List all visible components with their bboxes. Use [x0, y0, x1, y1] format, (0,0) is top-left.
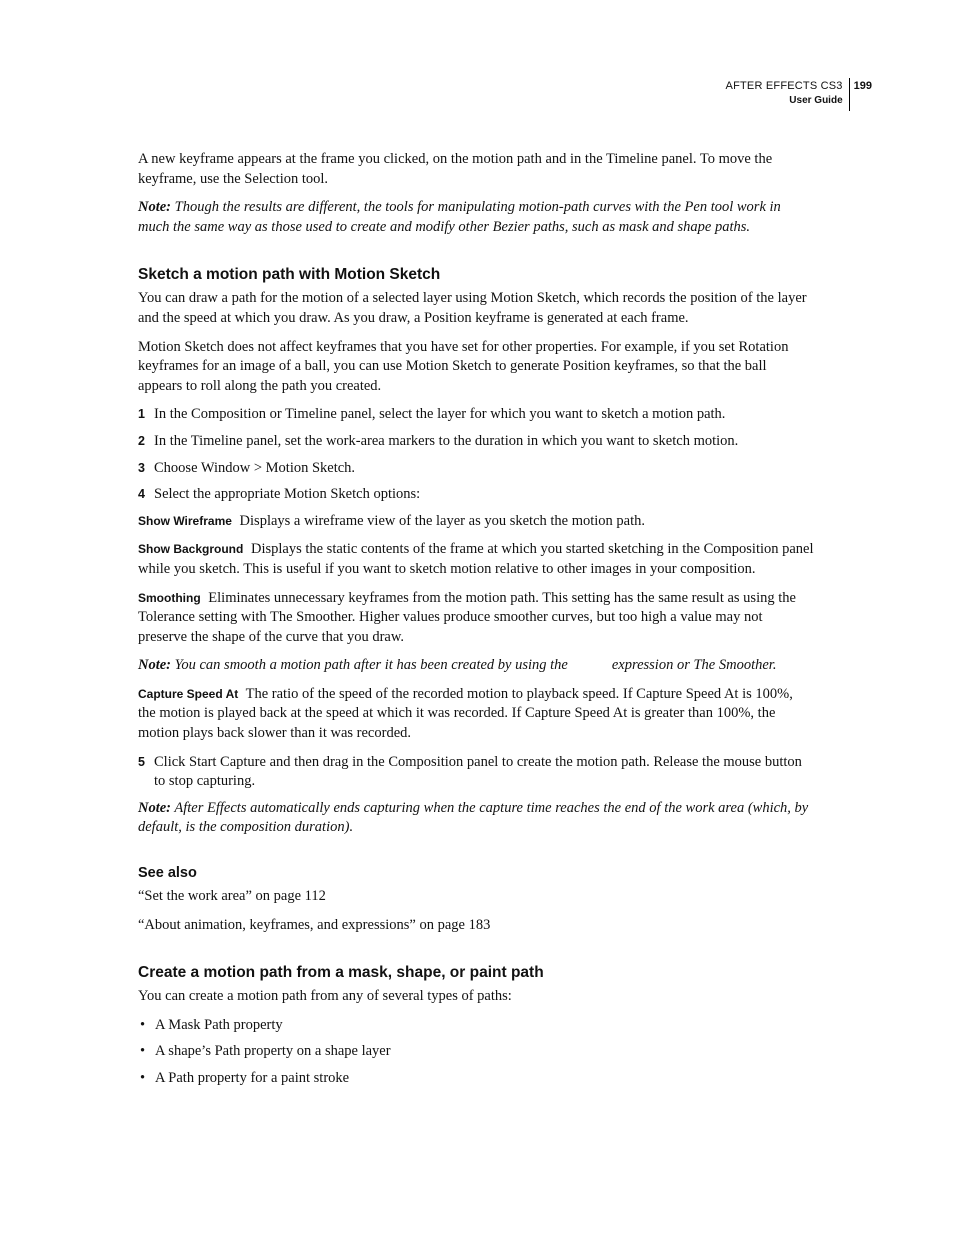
- step-text: In the Composition or Timeline panel, select the layer for which you want to sketch a motion path.: [154, 406, 726, 423]
- sketch-paragraph-1: You can draw a path for the motion of a selected layer using Motion Sketch, which records the position of the layer and the speed at which you draw. As you draw, a Position keyframe is generated at each frame.: [138, 290, 807, 326]
- step-item: [138, 432, 814, 452]
- note-text: Though the results are different, the tools for manipulating motion-path curves with the Pen tool work in much the same way as those used to create and modify other Bezier paths, such as mask and shape paths.: [138, 199, 781, 235]
- sketch-paragraph-2: Motion Sketch does not affect keyframes that you have set for other properties. For example, if you set Rotation keyframes for an image of a ball, you can use Motion Sketch to generate Position keyframes, so that the ball appears to roll along the path you created.: [138, 338, 789, 394]
- bullet-glyph: •: [140, 1070, 146, 1086]
- option-show-wireframe: [138, 512, 814, 532]
- option-text: Displays a wireframe view of the layer as you sketch the motion path.: [239, 512, 646, 529]
- option-term: Show Wireframe: [138, 513, 232, 528]
- option-show-background: [138, 540, 814, 579]
- list-item-text: A shape’s Path property on a shape layer: [155, 1043, 391, 1060]
- step-item: [138, 485, 814, 505]
- step-number: 2: [138, 433, 145, 448]
- see-also-link[interactable]: “About animation, keyframes, and expressions” on page 183: [138, 916, 491, 933]
- option-text: Displays the static contents of the frame at which you started sketching in the Composition panel while you sketch. This is useful if you want to sketch motion relative to other images in your composition.: [138, 541, 814, 577]
- option-term: Capture Speed At: [138, 686, 239, 701]
- note-text-a: You can smooth a motion path after it has been created by using the: [174, 657, 568, 674]
- note-lead: Note:: [138, 799, 172, 816]
- note-lead: Note:: [138, 657, 172, 674]
- guide-name: User Guide: [789, 95, 843, 106]
- see-also-link[interactable]: “Set the work area” on page 112: [138, 888, 326, 905]
- step-number: 1: [138, 407, 145, 422]
- page-content: [138, 150, 814, 1096]
- option-term: Show Background: [138, 542, 244, 557]
- list-item: [138, 1042, 814, 1062]
- option-term: Smoothing: [138, 590, 201, 605]
- note-paragraph: [138, 198, 814, 237]
- step-item: [138, 405, 814, 425]
- section-heading-create-motion-path: Create a motion path from a mask, shape, or paint path: [138, 964, 544, 982]
- note-text: After Effects automatically ends capturing when the capture time reaches the end of the work area (which, by default, is the composition duration).: [138, 799, 809, 836]
- header-titles: [726, 78, 849, 111]
- step-text: Click Start Capture and then drag in the Composition panel to create the motion path. Release the mouse button to stop capturing.: [154, 753, 802, 790]
- option-text: The ratio of the speed of the recorded motion to playback speed. If Capture Speed At is 100%, the motion is played back at the speed at which it was recorded. If Capture Speed At is greater than 100%, the motion plays back slower than it was recorded.: [138, 685, 793, 742]
- note-text-b: expression or The Smoother.: [611, 657, 777, 674]
- see-also-heading: See also: [138, 865, 197, 882]
- page-header: [726, 78, 872, 111]
- capture-note: [138, 799, 814, 838]
- smoothing-note: [138, 656, 814, 676]
- page-number: 199: [853, 80, 872, 92]
- list-item: [138, 1016, 814, 1036]
- note-lead: Note:: [138, 199, 172, 216]
- step-number: 4: [138, 487, 145, 502]
- section-heading-motion-sketch: Sketch a motion path with Motion Sketch: [138, 266, 441, 284]
- option-smoothing: [138, 589, 814, 648]
- product-name: AFTER EFFECTS CS3: [725, 80, 843, 92]
- step-text: Select the appropriate Motion Sketch options:: [154, 486, 421, 503]
- option-text: Eliminates unnecessary keyframes from the motion path. This setting has the same result as using the Tolerance setting with The Smoother. Higher values produce smoother curves, but too high a value may not preserve the shape of the curve that you draw.: [138, 589, 796, 645]
- bullet-glyph: •: [140, 1043, 146, 1060]
- list-item-text: A Mask Path property: [155, 1016, 283, 1033]
- step-number: 3: [138, 460, 145, 475]
- list-item-text: A Path property for a paint stroke: [155, 1070, 350, 1086]
- intro-paragraph: A new keyframe appears at the frame you clicked, on the motion path and in the Timeline panel. To move the keyframe, use the Selection tool.: [138, 151, 773, 187]
- step-item: [138, 753, 814, 792]
- step-item: [138, 459, 814, 479]
- create-paragraph: You can create a motion path from any of several types of paths:: [138, 988, 512, 1005]
- step-text: In the Timeline panel, set the work-area markers to the duration in which you want to sketch motion.: [154, 432, 739, 449]
- step-number: 5: [138, 754, 145, 769]
- bullet-glyph: •: [140, 1016, 146, 1033]
- step-text: Choose Window > Motion Sketch.: [154, 459, 356, 476]
- list-item: [138, 1069, 814, 1089]
- option-capture-speed: [138, 685, 814, 744]
